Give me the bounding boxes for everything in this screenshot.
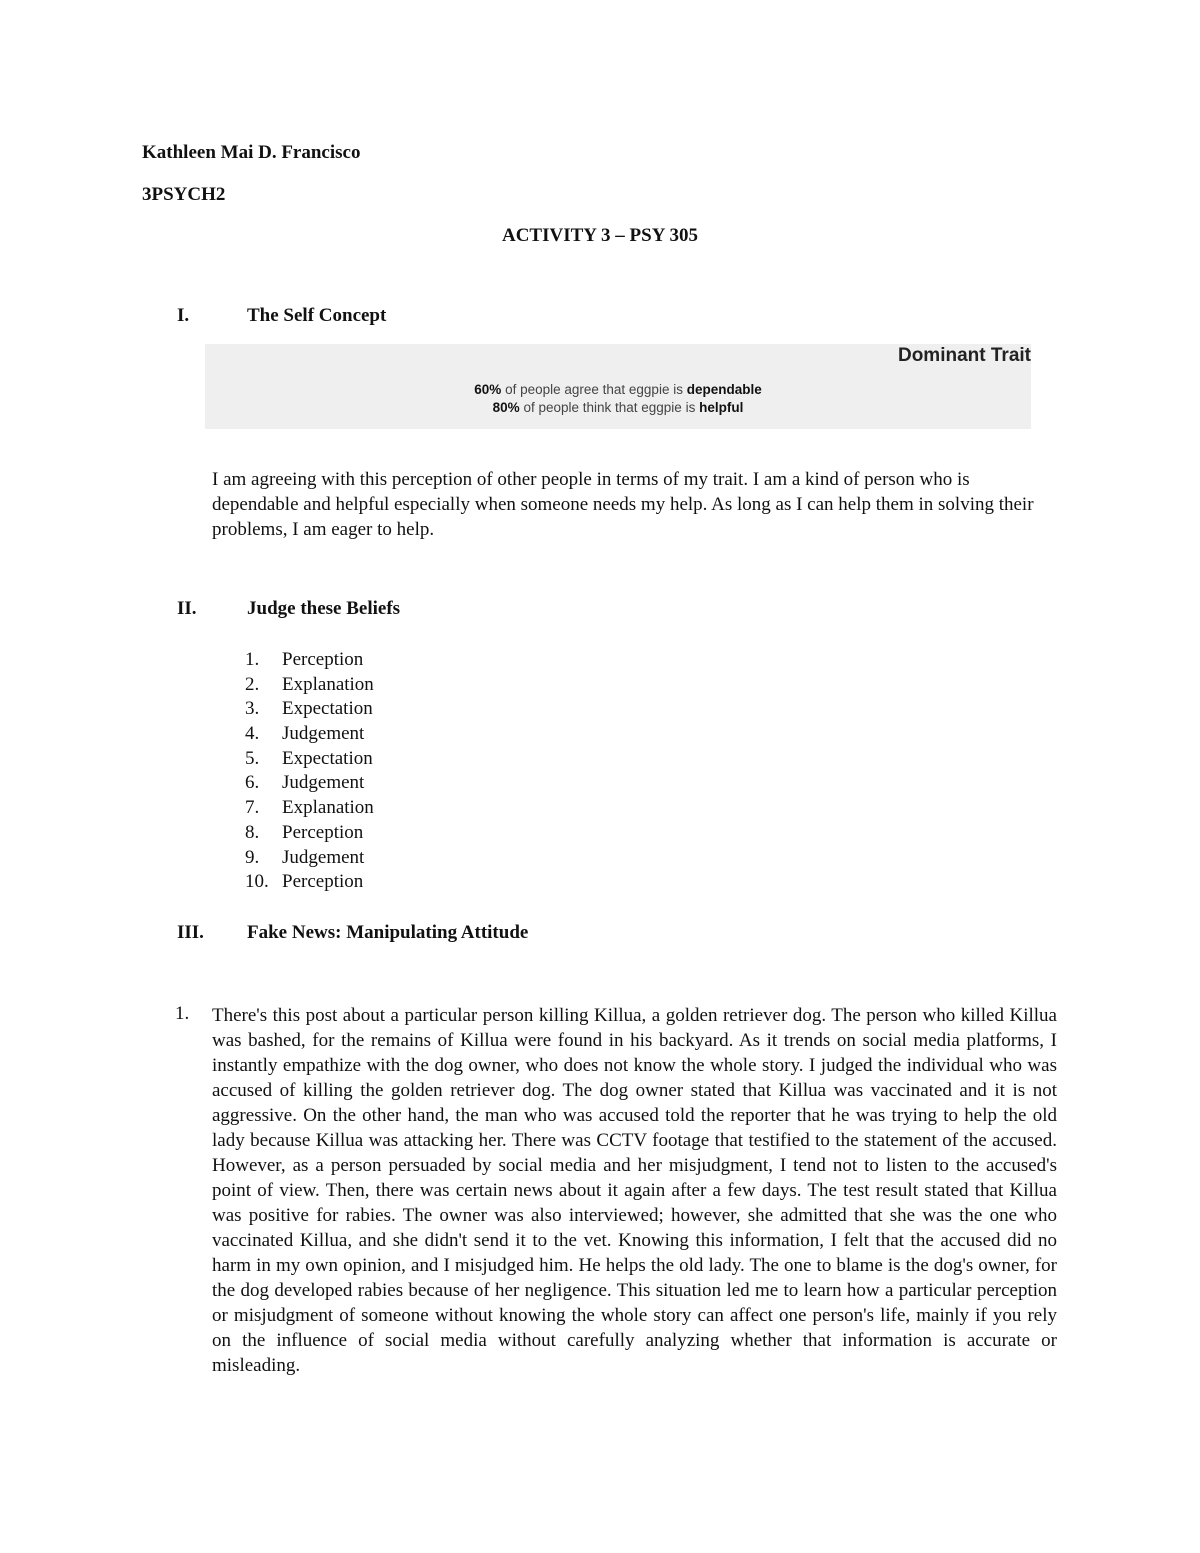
- trait-percent: 60%: [474, 382, 502, 397]
- trait-text: of people think that eggpie is: [519, 400, 700, 415]
- list-item-label: Explanation: [282, 797, 374, 819]
- list-item-number: 9.: [245, 846, 260, 868]
- list-item: [245, 871, 374, 896]
- list-item-label: Explanation: [282, 673, 374, 695]
- section-3-number: III.: [177, 922, 204, 943]
- fake-news-item-number: 1.: [175, 1003, 190, 1024]
- trait-line-dependable: [205, 382, 1031, 397]
- dominant-trait-heading: Dominant Trait: [897, 345, 1031, 366]
- list-item-label: Perception: [282, 821, 364, 843]
- list-item-number: 3.: [245, 698, 260, 720]
- self-concept-paragraph: I am agreeing with this perception of other people in terms of my trait. I am a kind of person who is dependable and helpful especially when someone needs my help. As long as I can help them in solving their problems, I am eager to help.: [212, 469, 1034, 540]
- section-2-title: Judge these Beliefs: [247, 598, 401, 619]
- author-name: Kathleen Mai D. Francisco: [142, 142, 361, 163]
- trait-word: helpful: [699, 400, 744, 415]
- trait-percent: 80%: [492, 400, 520, 415]
- list-item: [245, 748, 374, 773]
- list-item-number: 6.: [245, 772, 260, 794]
- list-item-number: 4.: [245, 723, 260, 745]
- list-item: [245, 698, 374, 723]
- list-item: [245, 847, 374, 872]
- list-item-number: 5.: [245, 747, 260, 769]
- section-1-title: The Self Concept: [247, 305, 387, 326]
- section-1-number: I.: [177, 305, 190, 326]
- list-item: [245, 822, 374, 847]
- fake-news-paragraph: There's this post about a particular person killing Killua, a golden retriever dog. The person who killed Killua was bashed, for the remains of Killua were found in his backyard. As it trends on social media platforms, I instantly empathize with the dog owner, who does not know the whole story. I judged the individual who was accused of killing the golden retriever dog. The dog owner stated that Killua was vaccinated and it is not aggressive. On the other hand, the man who was accused told the reporter that he was trying to help the old lady because Killua was attacking her. There was CCTV footage that testified to the statement of the accused. However, as a person persuaded by social media and her misjudgment, I tend not to listen to the accused's point of view. Then, there was certain news about it again after a few days. The test result stated that Killua was positive for rabies. The owner was also interviewed; however, she admitted that she was the one who vaccinated Killua, and she didn't send it to the vet. Knowing this information, I felt that the accused did no harm in my own opinion, and I misjudged him. He helps the old lady. The one to blame is the dog's owner, for the dog developed rabies because of her negligence. This situation led me to learn how a particular perception or misjudgment of someone without knowing the whole story can affect one person's life, mainly if you rely on the influence of social media without carefully analyzing whether that information is accurate or misleading.: [212, 1005, 1057, 1376]
- list-item-label: Perception: [282, 649, 364, 670]
- list-item-label: Judgement: [282, 723, 365, 745]
- section-3-title: Fake News: Manipulating Attitude: [247, 922, 529, 943]
- list-item: [245, 649, 374, 674]
- list-item-label: Perception: [282, 871, 364, 893]
- list-item: [245, 772, 374, 797]
- list-item-number: 1.: [245, 649, 260, 670]
- list-item: [245, 723, 374, 748]
- section-2-number: II.: [177, 598, 197, 619]
- list-item-number: 10.: [245, 871, 269, 893]
- dominant-trait-image: [205, 344, 1031, 429]
- document-title: ACTIVITY 3 – PSY 305: [501, 225, 698, 246]
- class-section: 3PSYCH2: [142, 184, 226, 205]
- list-item-number: 2.: [245, 673, 260, 695]
- list-item-label: Expectation: [282, 747, 373, 769]
- trait-word: dependable: [686, 382, 762, 397]
- trait-line-helpful: [205, 400, 1031, 415]
- trait-text: of people agree that eggpie is: [501, 382, 687, 397]
- list-item-label: Judgement: [282, 772, 365, 794]
- list-item: [245, 674, 374, 699]
- beliefs-list: [245, 649, 374, 896]
- list-item-label: Expectation: [282, 698, 373, 720]
- list-item-number: 7.: [245, 797, 260, 819]
- list-item-number: 8.: [245, 821, 260, 843]
- list-item: [245, 797, 374, 822]
- list-item-label: Judgement: [282, 846, 365, 868]
